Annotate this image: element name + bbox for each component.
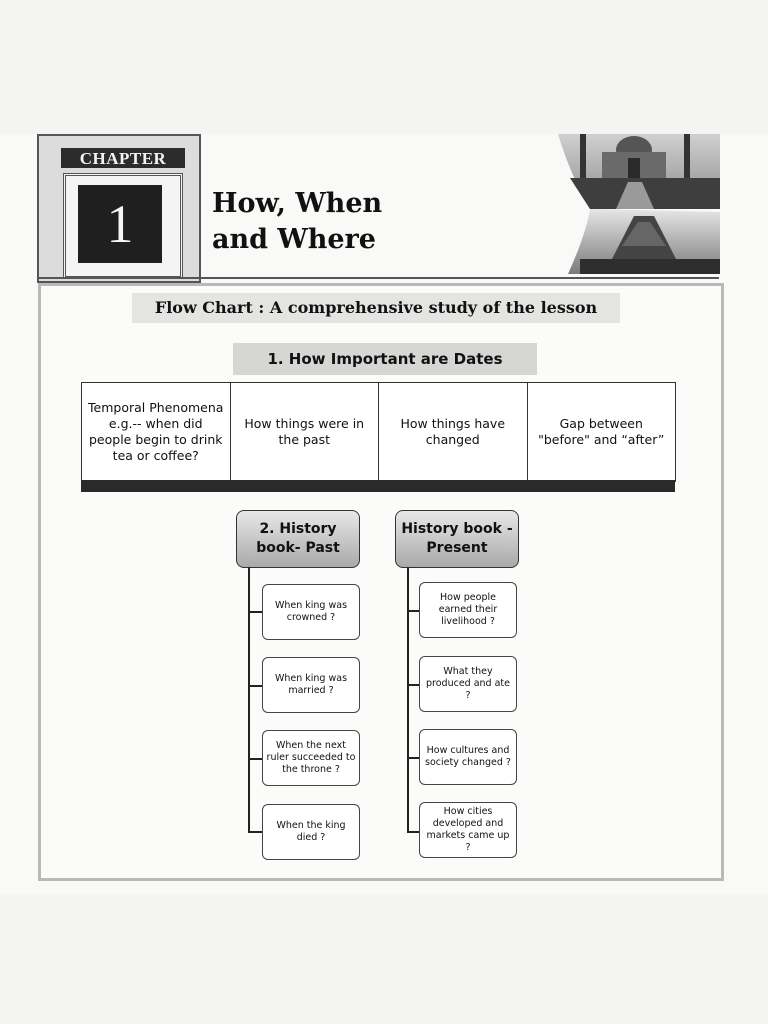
- present-column-title: History book - Present: [395, 510, 519, 568]
- chapter-number-frame: [63, 173, 183, 279]
- dates-section-title: 1. How Important are Dates: [233, 343, 537, 375]
- header-divider: [37, 277, 719, 279]
- chapter-number: 1: [78, 185, 162, 263]
- present-connector-branch: [407, 831, 419, 833]
- chapter-label: CHAPTER: [61, 148, 185, 168]
- past-column-title: 2. History book- Past: [236, 510, 360, 568]
- present-item: How cultures and society changed ?: [419, 729, 517, 785]
- monument-photo-collage: [550, 134, 720, 274]
- past-item: When king was married ?: [262, 657, 360, 713]
- flow-chart-title: Flow Chart : A comprehensive study of the lesson: [132, 293, 620, 323]
- chapter-title-line1: How, When: [212, 188, 383, 219]
- past-item: When king was crowned ?: [262, 584, 360, 640]
- dates-cell: Gap between "before" and “after”: [538, 416, 665, 447]
- present-connector-line: [407, 567, 409, 833]
- dates-underline-bar: [81, 480, 675, 492]
- dates-cell: How things have changed: [379, 383, 528, 481]
- dates-row: [81, 382, 676, 482]
- past-item: When the next ruler succeeded to the throne ?: [262, 730, 360, 786]
- present-connector-branch: [407, 684, 419, 686]
- present-connector-branch: [407, 757, 419, 759]
- past-connector-branch: [248, 758, 262, 760]
- present-connector-branch: [407, 610, 419, 612]
- chapter-badge: [37, 134, 201, 283]
- dates-cell: Temporal Phenomena e.g.-- when did people begin to drink tea or coffee?: [82, 383, 231, 481]
- present-item: How people earned their livelihood ?: [419, 582, 517, 638]
- past-item: When the king died ?: [262, 804, 360, 860]
- chapter-title: [212, 186, 542, 258]
- chapter-title-line2: and Where: [212, 224, 376, 255]
- past-connector-line: [248, 567, 250, 833]
- past-connector-branch: [248, 831, 262, 833]
- present-item: How cities developed and markets came up ?: [419, 802, 517, 858]
- past-connector-branch: [248, 611, 262, 613]
- dates-cell: How things were in the past: [231, 383, 380, 481]
- past-connector-branch: [248, 685, 262, 687]
- present-item: What they produced and ate ?: [419, 656, 517, 712]
